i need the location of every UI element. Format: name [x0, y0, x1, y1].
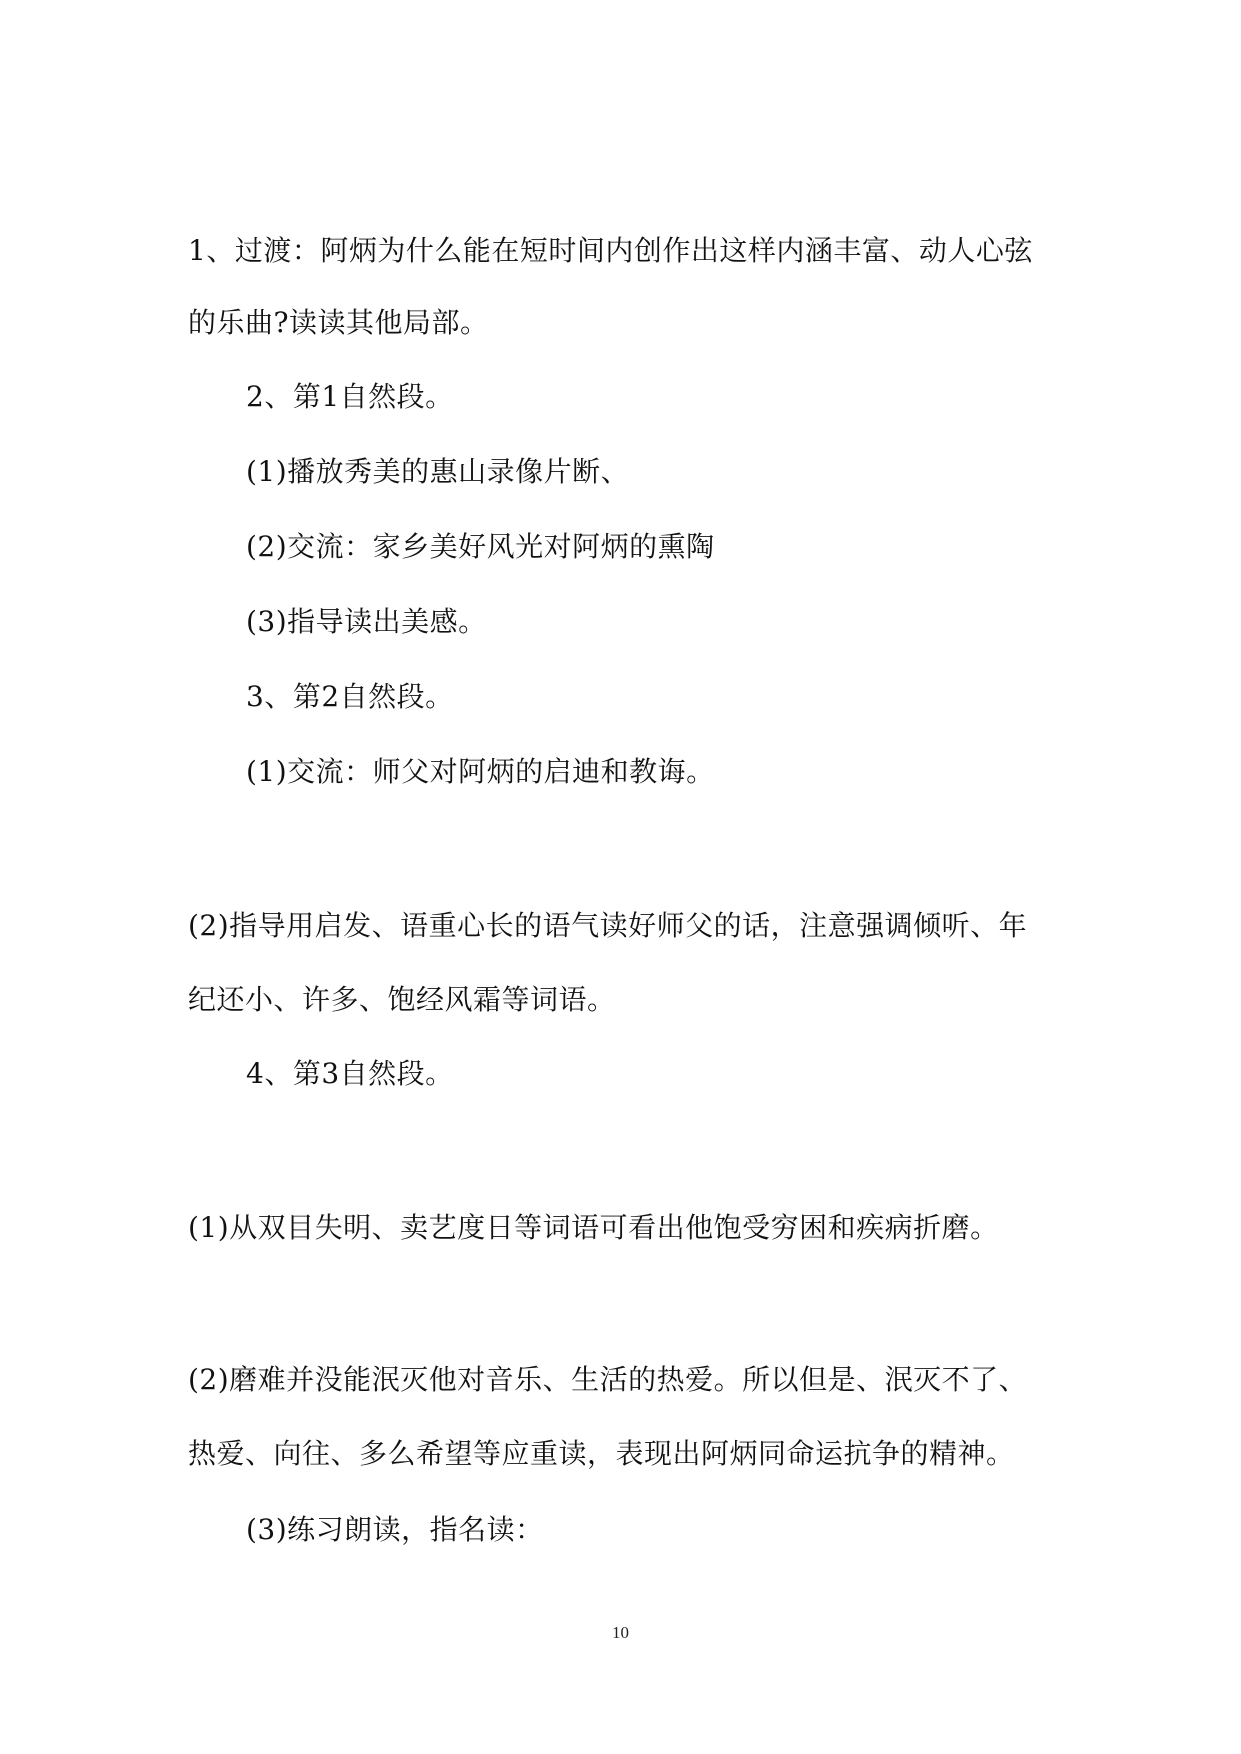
- list-item: (1)播放秀美的惠山录像片断、: [246, 455, 630, 488]
- section-heading: 2、第1自然段。: [246, 380, 454, 413]
- section-heading: 3、第2自然段。: [246, 680, 454, 713]
- list-item: (2)指导用启发、语重心长的语气读好师父的话，注意强调倾听、年: [188, 909, 1028, 942]
- list-item: (1)从双目失明、卖艺度日等词语可看出他饱受穷困和疾病折磨。: [188, 1211, 999, 1244]
- paragraph-line: 的乐曲?读读其他局部。: [188, 306, 489, 339]
- paragraph-line: 热爱、向往、多么希望等应重读，表现出阿炳同命运抗争的精神。: [188, 1437, 1015, 1470]
- list-item: (3)练习朗读，指名读：: [246, 1513, 544, 1546]
- page-number: 10: [612, 1623, 629, 1642]
- list-item: (2)磨难并没能泯灭他对音乐、生活的热爱。所以但是、泯灭不了、: [188, 1363, 1028, 1396]
- list-item: (3)指导读出美感。: [246, 605, 487, 638]
- section-heading: 4、第3自然段。: [246, 1057, 454, 1090]
- paragraph-line: 1、过渡：阿炳为什么能在短时间内创作出这样内涵丰富、动人心弦: [188, 234, 1033, 267]
- paragraph-line: 纪还小、许多、饱经风霜等词语。: [188, 983, 616, 1016]
- list-item: (1)交流：师父对阿炳的启迪和教诲。: [246, 755, 715, 788]
- list-item: (2)交流：家乡美好风光对阿炳的熏陶: [246, 530, 715, 563]
